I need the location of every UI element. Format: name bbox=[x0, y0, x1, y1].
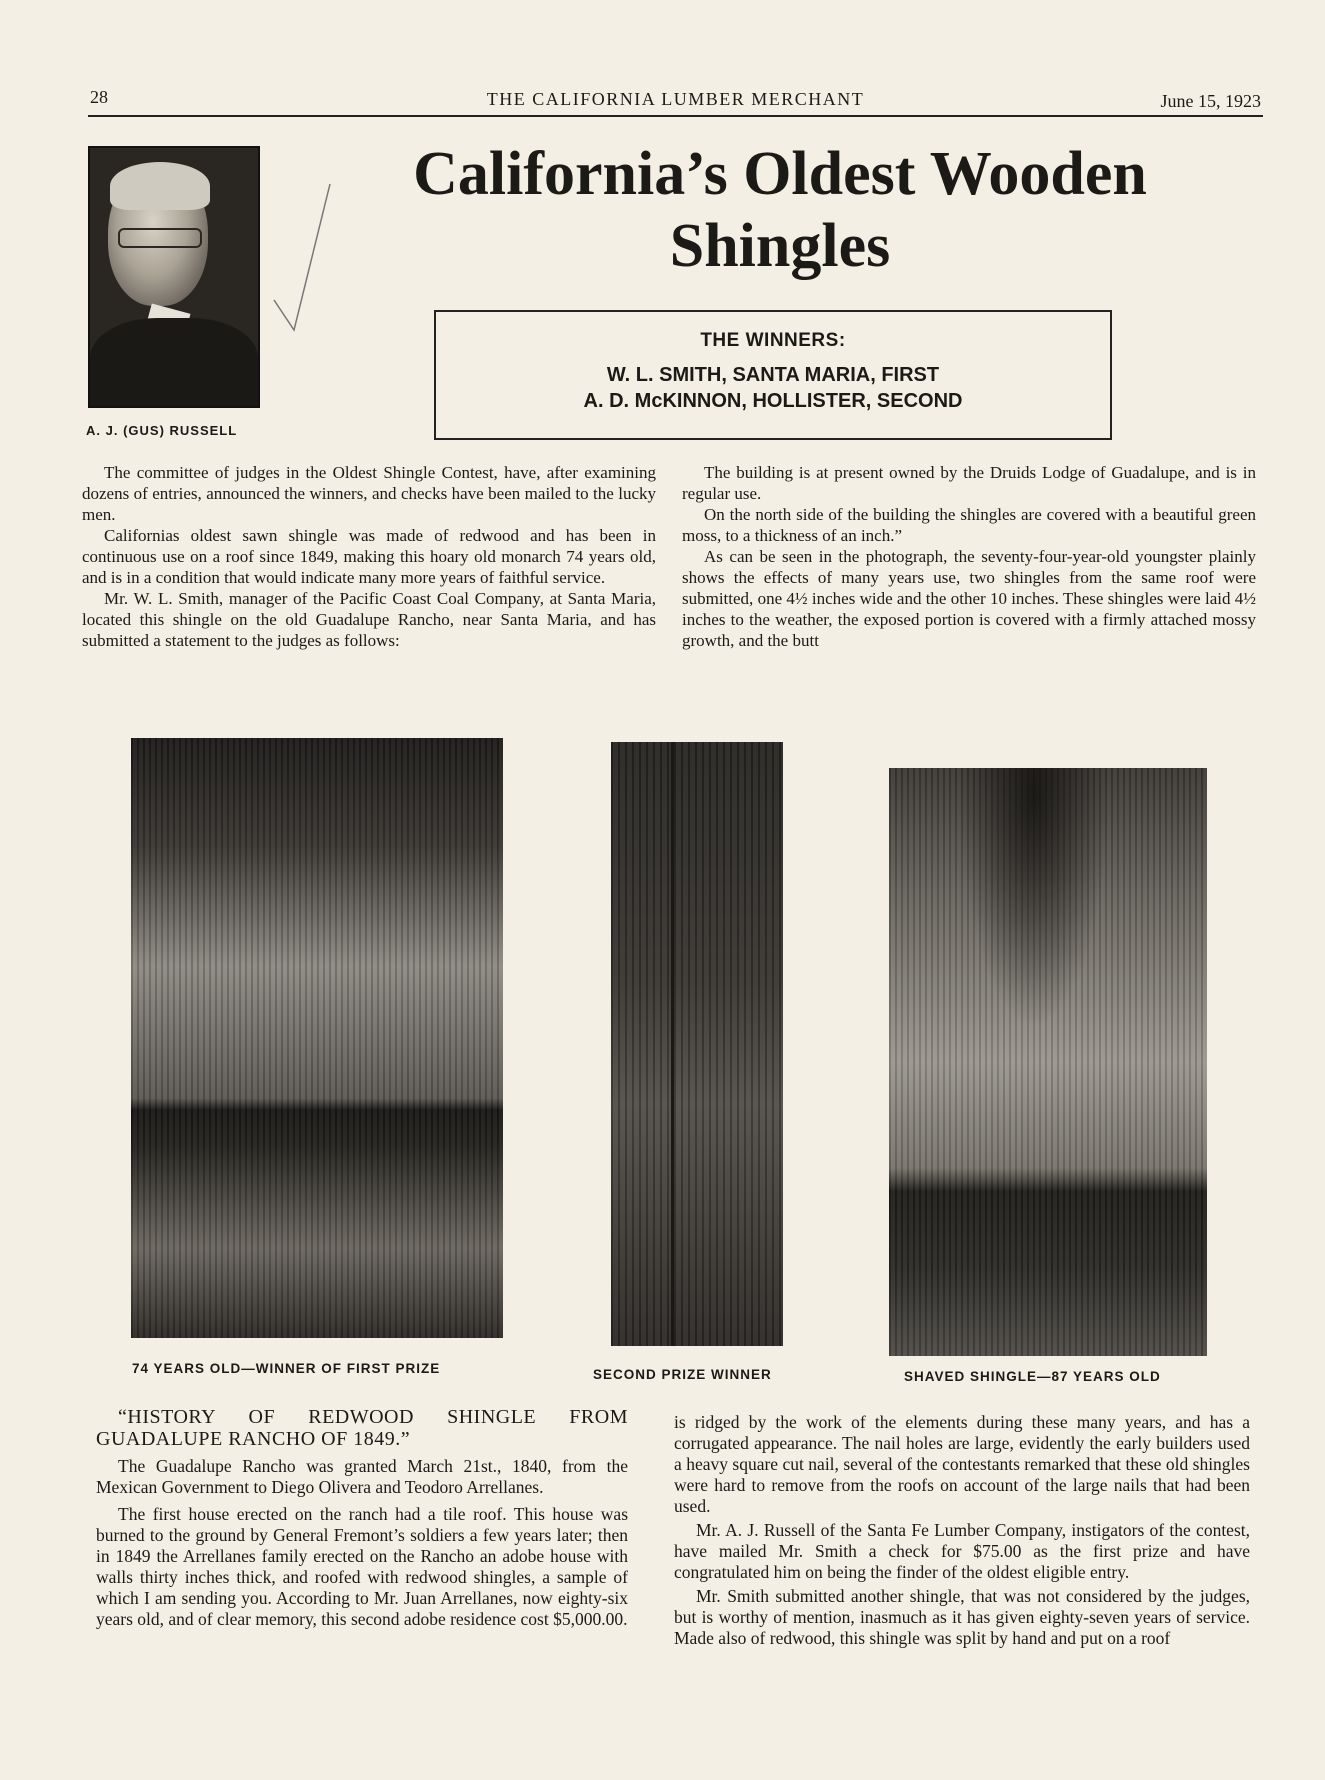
title-line-1: California’s Oldest Wooden bbox=[413, 140, 1147, 208]
paragraph: The building is at present owned by the Druids Lodge of Guadalupe, and is in regular use. bbox=[682, 463, 1256, 503]
paragraph: Mr. A. J. Russell of the Santa Fe Lumber Company, instigators of the contest, have mailed Mr. Smith a check for $75.00 as the first prize and have congratulated him on being the finder of the oldest eligible entry. bbox=[674, 1520, 1250, 1582]
paragraph: The Guadalupe Rancho was granted March 21st., 1840, from the Mexican Government to Diego Olivera and Teodoro Arrellanes. bbox=[96, 1456, 628, 1497]
winners-box bbox=[434, 310, 1112, 440]
photo-caption-1: 74 YEARS OLD—WINNER OF FIRST PRIZE bbox=[132, 1361, 441, 1376]
column-2 bbox=[682, 462, 1256, 651]
paragraph: Californias oldest sawn shingle was made of redwood and has been in continuous use on a roof since 1849, making this hoary old monarch 74 years old, and is in a condition that would indicate many more years of faithful service. bbox=[82, 526, 656, 587]
second-winner: A. D. McKINNON, HOLLISTER, SECOND bbox=[583, 390, 963, 412]
section-subhead: “HISTORY OF REDWOOD SHINGLE FROM GUADALUPE RANCHO OF 1849.” bbox=[96, 1406, 628, 1450]
shingle-photo-second-prize bbox=[611, 742, 783, 1346]
running-header bbox=[88, 85, 1263, 117]
shingle-photo-shaved bbox=[889, 768, 1207, 1356]
shingle-photo-first-prize bbox=[131, 738, 503, 1338]
paragraph: Mr. W. L. Smith, manager of the Pacific Coast Coal Company, at Santa Maria, located this shingle on the old Guadalupe Rancho, near Santa Maria, and has submitted a statement to the judges as follows: bbox=[82, 589, 656, 650]
paragraph: The first house erected on the ranch had a tile roof. This house was burned to the ground by General Fremont’s soldiers a few years later; then in 1849 the Arrellanes family erected on the Rancho an adobe house with walls thirty inches thick, and roofed with redwood shingles, a sample of which I am sending you. According to Mr. Juan Arrellanes, now eighty-six years old, and of clear memory, this second adobe residence cost $5,000.00. bbox=[96, 1504, 628, 1629]
title-line-2: Shingles bbox=[669, 212, 891, 280]
photo-caption-3: SHAVED SHINGLE—87 YEARS OLD bbox=[904, 1369, 1161, 1384]
paragraph: The committee of judges in the Oldest Shingle Contest, have, after examining dozens of entries, announced the winners, and checks have been mailed to the lucky men. bbox=[82, 463, 656, 524]
column-4 bbox=[674, 1412, 1250, 1649]
portrait-caption: A. J. (GUS) RUSSELL bbox=[86, 423, 238, 438]
paragraph: As can be seen in the photograph, the seventy-four-year-old youngster plainly shows the effects of many years use, two shingles from the same roof were submitted, one 4½ inches wide and the other 10 inches. These shingles were laid 4½ inches to the weather, the exposed portion is covered with a firmly attached mossy growth, and the butt bbox=[682, 547, 1256, 650]
first-winner: W. L. SMITH, SANTA MARIA, FIRST bbox=[606, 364, 940, 386]
column-3 bbox=[96, 1406, 628, 1630]
photo-caption-2: SECOND PRIZE WINNER bbox=[593, 1367, 772, 1382]
paragraph: On the north side of the building the shingles are covered with a beautiful green moss, to a thickness of an inch.” bbox=[682, 505, 1256, 545]
paragraph: Mr. Smith submitted another shingle, that was not considered by the judges, but is worthy of mention, inasmuch as it has given eighty-seven years of service. Made also of redwood, this shingle was split by hand and put on a roof bbox=[674, 1586, 1250, 1648]
page-number: 28 bbox=[90, 87, 108, 107]
column-1 bbox=[82, 462, 656, 651]
issue-date: June 15, 1923 bbox=[1160, 91, 1261, 111]
publication-name: THE CALIFORNIA LUMBER MERCHANT bbox=[486, 89, 865, 109]
paragraph: is ridged by the work of the elements during these many years, and has a corrugated appearance. The nail holes are large, evidently the early builders used a heavy square cut nail, several of the contestants remarked that these old shingles were hard to remove from the roofs on account of the large nails that had been used. bbox=[674, 1412, 1250, 1516]
portrait-photo bbox=[88, 146, 260, 408]
article-title bbox=[300, 138, 1260, 282]
winners-heading: THE WINNERS: bbox=[700, 330, 846, 351]
